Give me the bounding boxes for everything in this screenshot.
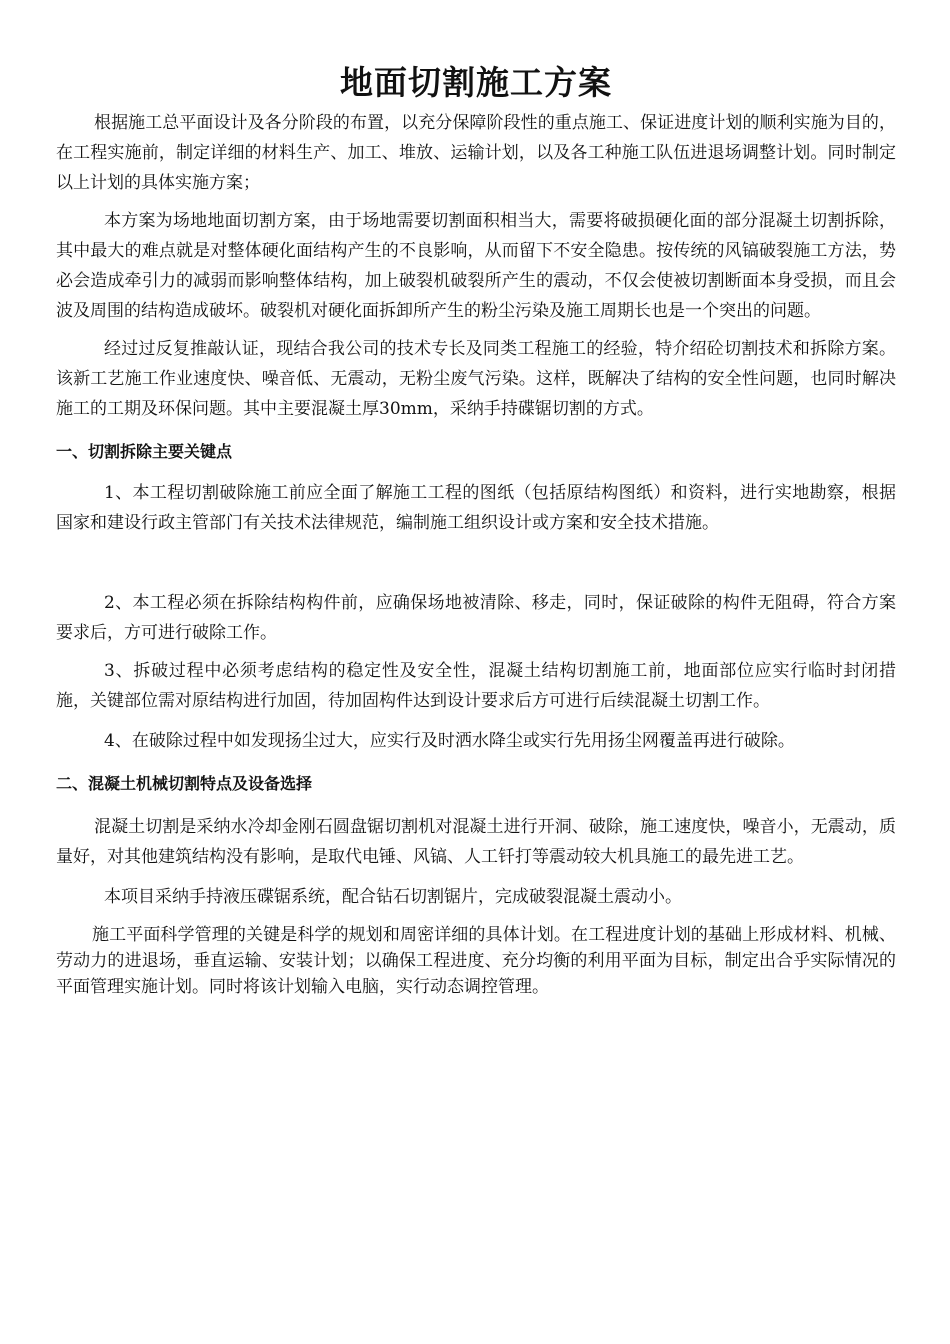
section-1-heading: 一、切割拆除主要关键点 <box>56 442 233 461</box>
section-2-heading: 二、混凝土机械切割特点及设备选择 <box>56 774 313 793</box>
section-1-item-4: 4、在破除过程中如发现扬尘过大，应实行及时洒水降尘或实行先用扬尘网覆盖再进行破除。 <box>104 731 795 751</box>
section-2-paragraph-2: 本项目采纳手持液压碟锯系统，配合钻石切割锯片，完成破裂混凝土震动小。 <box>104 887 682 907</box>
document-page <box>56 60 896 1000</box>
section-1-item-1: 1、本工程切割破除施工前应全面了解施工工程的图纸（包括原结构图纸）和资料，进行实地勘察，根据国家和建设行政主管部门有关技术法律规范，编制施工组织设计或方案和安全技术措施。 <box>56 483 896 533</box>
section-1-item-2: 2、本工程必须在拆除结构构件前，应确保场地被清除、移走，同时，保证破除的构件无阻碍，符合方案要求后，方可进行破除工作。 <box>56 593 896 643</box>
intro-paragraph-3: 经过过反复推敲认证，现结合我公司的技术专长及同类工程施工的经验，特介绍砼切割技术和拆除方案。该新工艺施工作业速度快、噪音低、无震动，无粉尘废气污染。这样，既解决了结构的安全性问题，也同时解决施工的工期及环保问题。其中主要混凝土厚30mm，采纳手持碟锯切割的方式。 <box>56 339 896 419</box>
section-1-item-3: 3、拆破过程中必须考虑结构的稳定性及安全性，混凝土结构切割施工前，地面部位应实行临时封闭措施，关键部位需对原结构进行加固，待加固构件达到设计要求后方可进行后续混凝土切割工作。 <box>56 661 896 711</box>
section-2-paragraph-3: 施工平面科学管理的关键是科学的规划和周密详细的具体计划。在工程进度计划的基础上形成材料、机械、劳动力的进退场，垂直运输、安装计划；以确保工程进度、充分均衡的利用平面为目标，制定出合乎实际情况的平面管理实施计划。同时将该计划输入电脑，实行动态调控管理。 <box>56 925 896 997</box>
document-title: 地面切割施工方案 <box>340 63 612 102</box>
intro-paragraph-1: 根据施工总平面设计及各分阶段的布置，以充分保障阶段性的重点施工、保证进度计划的顺利实施为目的，在工程实施前，制定详细的材料生产、加工、堆放、运输计划，以及各工种施工队伍进退场调整计划。同时制定以上计划的具体实施方案； <box>56 113 896 193</box>
section-2-paragraph-1: 混凝土切割是采纳水冷却金刚石圆盘锯切割机对混凝土进行开洞、破除，施工速度快，噪音小，无震动，质量好，对其他建筑结构没有影响，是取代电锤、风镐、人工钎打等震动较大机具施工的最先进工艺。 <box>56 817 896 867</box>
intro-paragraph-2: 本方案为场地地面切割方案，由于场地需要切割面积相当大，需要将破损硬化面的部分混凝土切割拆除，其中最大的难点就是对整体硬化面结构产生的不良影响，从而留下不安全隐患。按传统的风镐破裂施工方法，势必会造成牵引力的减弱而影响整体结构，加上破裂机破裂所产生的震动，不仅会使被切割断面本身受损，而且会波及周围的结构造成破坏。破裂机对硬化面拆卸所产生的粉尘污染及施工周期长也是一个突出的问题。 <box>56 211 896 321</box>
